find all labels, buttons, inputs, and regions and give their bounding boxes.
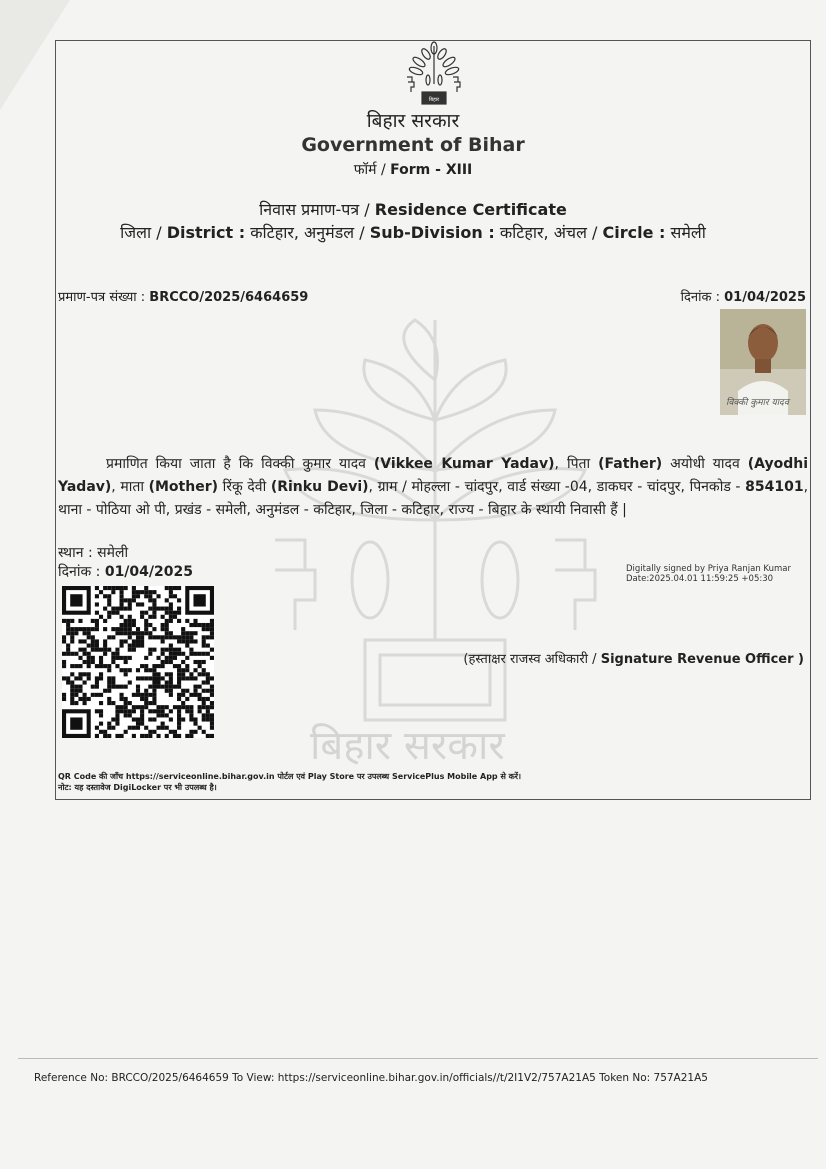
circle-label: Circle : xyxy=(602,223,666,242)
signature-english: Signature Revenue Officer ) xyxy=(600,652,804,667)
form-label-hindi: फॉर्म / xyxy=(353,162,386,178)
mother-label: (Mother) xyxy=(148,479,218,495)
district-label-hi: जिला / xyxy=(120,223,162,242)
mother-name-hindi: रिंकू देवी xyxy=(222,479,267,495)
digital-signature xyxy=(626,564,791,584)
date-value: 01/04/2025 xyxy=(724,290,806,305)
father-label: (Father) xyxy=(598,456,663,472)
title-hindi: निवास प्रमाण-पत्र / xyxy=(259,200,370,219)
form-label-english: Form - XIII xyxy=(390,162,473,178)
circle-value: समेली xyxy=(670,223,706,242)
applicant-photo xyxy=(720,309,806,415)
footer-divider xyxy=(18,1058,818,1059)
emblem-label: बिहार xyxy=(428,97,440,103)
digisign-date: Date:2025.04.01 11:59:25 +05:30 xyxy=(626,574,774,584)
watermark-emblem xyxy=(265,300,605,770)
certificate-number xyxy=(58,287,308,305)
date-label: दिनांक : xyxy=(680,290,720,305)
place-label: स्थान : xyxy=(58,545,93,561)
certificate-body xyxy=(58,453,808,522)
signature-hindi: (हस्ताक्षर राजस्व अधिकारी / xyxy=(463,652,597,667)
mother-name-english: (Rinku Devi) xyxy=(270,479,369,495)
footer-date-label: दिनांक : xyxy=(58,564,101,580)
watermark-text: बिहार सरकार xyxy=(310,723,505,769)
cert-number-value: BRCCO/2025/6464659 xyxy=(149,290,309,305)
qr-note xyxy=(58,771,521,793)
digisign-signer: Digitally signed by Priya Ranjan Kumar xyxy=(626,564,791,574)
qr-note-line2: नोट: यह दस्तावेज DigiLocker पर भी उपलब्ध है। xyxy=(58,783,217,792)
reference-line[interactable]: Reference No: BRCCO/2025/6464659 To View: https://serviceonline.bihar.gov.in/officials//t/2I1V2/757A21A5 Token No: 757A21A5 xyxy=(34,1072,708,1084)
bihar-emblem-icon xyxy=(404,40,464,106)
district-value: कटिहार, अनुमंडल / xyxy=(250,223,365,242)
father-name-hindi: अयोधी यादव xyxy=(670,456,740,472)
qr-code xyxy=(62,586,214,738)
address-part: , थाना - पोठिया ओ पी, प्रखंड - समेली, अनुमंडल - कटिहार, जिला - कटिहार, राज्य - बिहार के स्थायी निवासी हैं | xyxy=(58,479,809,518)
qr-note-line1: QR Code की जाँच https://serviceonline.bihar.gov.in पोर्टल एवं Play Store पर उपलब्ध ServicePlus Mobile App से करें। xyxy=(58,772,522,781)
place-line xyxy=(58,543,128,562)
cert-number-label: प्रमाण-पत्र संख्या : xyxy=(58,290,146,305)
place-value: समेली xyxy=(97,545,129,561)
issue-date xyxy=(681,287,806,305)
certificate-title xyxy=(0,198,826,220)
name-english: (Vikkee Kumar Yadav) xyxy=(373,456,555,472)
form-number xyxy=(0,160,826,179)
subdivision-value: कटिहार, अंचल / xyxy=(499,223,598,242)
body-part: , माता xyxy=(111,479,144,495)
signature-officer xyxy=(463,649,804,667)
body-part: , पिता xyxy=(554,456,591,472)
title-english: Residence Certificate xyxy=(374,200,567,219)
pincode: 854101 xyxy=(745,479,804,495)
govt-title-english: Government of Bihar xyxy=(301,134,525,156)
father-name-english: (Ayodhi Yadav) xyxy=(58,456,809,495)
district-label-en: District : xyxy=(166,223,246,242)
footer-date-value: 01/04/2025 xyxy=(104,564,193,580)
footer-date xyxy=(58,562,193,581)
address-part: , ग्राम / मोहल्ला - चांदपुर, वार्ड संख्या -04, डाकघर - चांदपुर, पिनकोड - xyxy=(368,479,741,495)
govt-title-hindi: बिहार सरकार xyxy=(366,110,460,132)
body-part: प्रमाणित किया जाता है कि विक्की कुमार यादव xyxy=(106,456,366,472)
district-line xyxy=(0,221,826,243)
photo-signature: विक्की कुमार यादव xyxy=(726,398,789,408)
subdivision-label: Sub-Division : xyxy=(369,223,495,242)
